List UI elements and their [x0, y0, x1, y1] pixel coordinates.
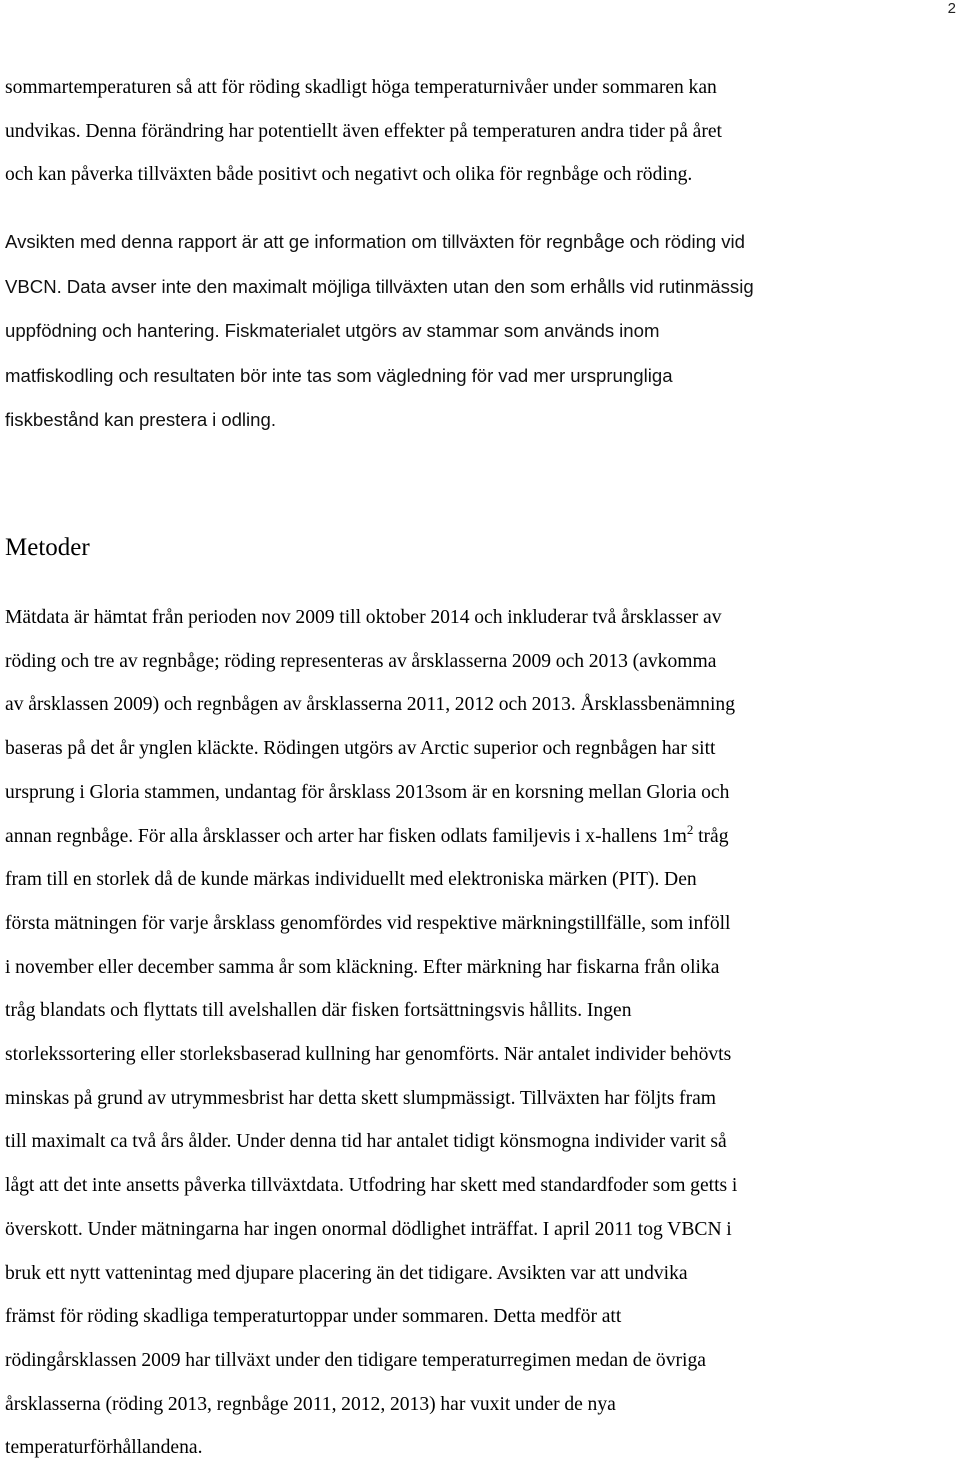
text-line: VBCN. Data avser inte den maximalt möjliga tillväxten utan den som erhålls vid rutinmässig — [5, 275, 754, 297]
text-line: storlekssortering eller storleksbaserad kullning har genomförts. När antalet individer behövts — [5, 1044, 732, 1066]
text-line: fram till en storlek då de kunde märkas individuellt med elektroniska märken (PIT). Den — [5, 869, 697, 891]
text-line: årsklasserna (röding 2013, regnbåge 2011, 2012, 2013) har vuxit under de nya — [5, 1393, 616, 1415]
text-line: Avsikten med denna rapport är att ge information om tillväxten för regnbåge och röding vid — [5, 231, 745, 252]
text-line: undvikas. Denna förändring har potentiellt även effekter på temperaturen andra tider på året — [5, 120, 722, 142]
text-line: röding och tre av regnbåge; röding representeras av årsklasserna 2009 och 2013 (avkomma — [5, 650, 717, 672]
section-heading: Metoder — [5, 534, 90, 561]
text-line: rödingårsklassen 2009 har tillväxt under den tidigare temperaturregimen medan de övriga — [5, 1349, 706, 1371]
text-line: minskas på grund av utrymmesbrist har detta skett slumpmässigt. Tillväxten har följts fram — [5, 1087, 717, 1109]
section-heading-container — [5, 532, 90, 564]
text-segment: annan regnbåge. För alla årsklasser och arter har fisken odlats familjevis i x-hallens 1m — [5, 825, 687, 847]
text-line: främst för röding skadliga temperaturtoppar under sommaren. Detta medför att — [5, 1306, 622, 1328]
text-line: lågt att det inte ansetts påverka tillväxtdata. Utfodring har skett med standardfoder som getts i — [5, 1175, 738, 1197]
text-line: till maximalt ca två års ålder. Under denna tid har antalet tidigt könsmogna individer varit så — [5, 1131, 727, 1153]
text-line: temperaturförhållandena. — [5, 1437, 203, 1459]
text-line: sommartemperaturen så att för röding skadligt höga temperaturnivåer under sommaren kan — [5, 77, 717, 98]
page-number: 2 — [947, 0, 956, 17]
text-line: Mätdata är hämtat från perioden nov 2009 till oktober 2014 och inkluderar två årsklasser av — [5, 607, 722, 628]
text-line: uppfödning och hantering. Fiskmaterialet utgörs av stammar som används inom — [5, 320, 660, 342]
text-line: matfiskodling och resultaten bör inte tas som vägledning för vad mer ursprungliga — [5, 364, 673, 386]
text-line: bruk ett nytt vattenintag med djupare placering än det tidigare. Avsikten var att undvika — [5, 1262, 688, 1284]
text-line: tråg blandats och flyttats till avelshallen där fisken fortsättningsvis hållits. Ingen — [5, 1000, 632, 1022]
text-line: i november eller december samma år som kläckning. Efter märkning har fiskarna från olika — [5, 956, 720, 978]
aim-paragraph — [5, 220, 754, 443]
text-line: av årsklassen 2009) och regnbågen av årsklasserna 2011, 2012 och 2013. Årsklassbenämning — [5, 694, 736, 716]
text-line: baseras på det år ynglen kläckte. Rödingen utgörs av Arctic superior och regnbågen har sitt — [5, 738, 716, 760]
text-line: fiskbestånd kan prestera i odling. — [5, 409, 277, 431]
text-line: överskott. Under mätningarna har ingen onormal dödlighet inträffat. I april 2011 tog VBCN i — [5, 1218, 732, 1240]
text-line: ursprung i Gloria stammen, undantag för årsklass 2013som är en korsning mellan Gloria och — [5, 781, 730, 803]
superscript: 2 — [686, 821, 694, 837]
text-line: första mätningen för varje årsklass genomfördes vid respektive märkningstillfälle, som inföll — [5, 912, 731, 934]
methods-paragraph — [5, 596, 737, 1470]
text-segment: tråg — [693, 825, 729, 847]
text-line: och kan påverka tillväxten både positivt och negativt och olika för regnbåge och röding. — [5, 164, 693, 186]
text-line — [5, 815, 737, 859]
intro-paragraph — [5, 66, 722, 197]
